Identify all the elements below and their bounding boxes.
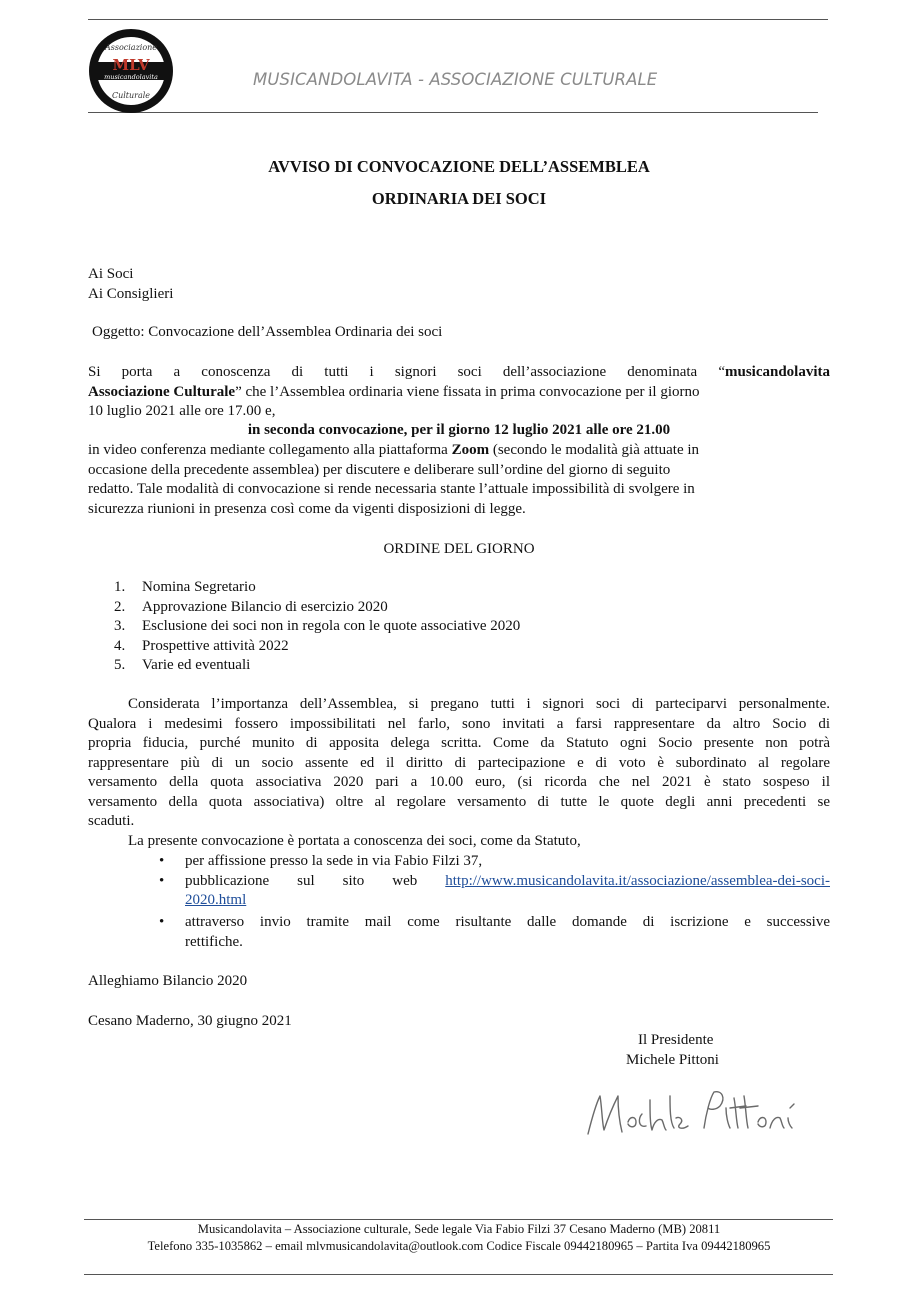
publication-intro: La presente convocazione è portata a conoscenza dei soci, come da Statuto,: [128, 833, 581, 849]
bullet-icon: •: [159, 853, 165, 869]
intro-second-call: in seconda convocazione, per il giorno 12 luglio 2021 alle ore 21.00: [247, 422, 671, 438]
logo-text-bottom: Culturale: [111, 91, 151, 100]
bullet-affissione: per affissione presso la sede in via Fabio Filzi 37,: [185, 853, 483, 869]
intro-line-1: Si porta a conoscenza di tutti i signori soci dell’associazione denominata “musicandolavita: [88, 364, 830, 380]
agenda-number: 4.: [114, 638, 126, 654]
header-bottom-rule: [88, 112, 818, 113]
association-logo: [88, 28, 174, 114]
signature-name: Michele Pittoni: [626, 1052, 719, 1068]
body-line: versamento della quota associativa 2020 pari a 10.00 euro, (si ricorda che nel 2021 è stato sospeso il: [88, 774, 830, 790]
website-link-end[interactable]: 2020.html: [185, 892, 247, 908]
footer-top-rule: [84, 1219, 833, 1220]
agenda-item: Approvazione Bilancio di esercizio 2020: [142, 599, 388, 615]
document-title-line1: AVVISO DI CONVOCAZIONE DELL’ASSEMBLEA: [268, 157, 650, 176]
bullet-icon: •: [159, 873, 165, 889]
header-title: MUSICANDOLAVITA - ASSOCIAZIONE CULTURALE: [253, 70, 658, 89]
footer-line-2: Telefono 335-1035862 – email mlvmusicandolavita@outlook.com Codice Fiscale 09442180965 – Partita Iva 09442180965: [147, 1239, 771, 1253]
website-link[interactable]: http://www.musicandolavita.it/associazione/assemblea-dei-soci-: [445, 873, 830, 889]
intro-line-2: Associazione Culturale” che l’Assemblea ordinaria viene fissata in prima convocazione per il giorno: [88, 384, 700, 400]
document-title-line2: ORDINARIA DEI SOCI: [371, 189, 547, 208]
subject-line: Oggetto: Convocazione dell’Assemblea Ordinaria dei soci: [92, 324, 443, 340]
bullet-icon: •: [159, 914, 165, 930]
footer-line-1: Musicandolavita – Associazione culturale, Sede legale Via Fabio Filzi 37 Cesano Maderno (MB) 20811: [197, 1222, 721, 1236]
place-date: Cesano Maderno, 30 giugno 2021: [88, 1013, 292, 1029]
agenda-item: Varie ed eventuali: [142, 657, 251, 673]
body-line: propria fiducia, purché munito di apposita delega scritta. Come da Statuto ogni Socio presente non potrà: [88, 735, 830, 751]
recipient-consiglieri: Ai Consiglieri: [88, 286, 174, 302]
bullet-email: attraverso invio tramite mail come risultante dalle domande di iscrizione e successive: [185, 914, 830, 930]
recipient-soci: Ai Soci: [88, 266, 134, 282]
agenda-item: Esclusione dei soci non in regola con le quote associative 2020: [142, 618, 521, 634]
bullet-email-cont: rettifiche.: [185, 934, 243, 950]
intro-line-3: 10 luglio 2021 alle ore 17.00 e,: [88, 403, 276, 419]
handwritten-signature: [580, 1078, 820, 1142]
header-top-rule: [88, 19, 828, 20]
logo-text-top: Associazione: [104, 43, 158, 52]
intro-line-8: sicurezza riunioni in presenza così come da vigenti disposizioni di legge.: [88, 501, 526, 517]
body-line: versamento della quota associativa) oltre al regolare versamento di tutte le quote degli anni precedenti se: [88, 794, 830, 810]
intro-line-5: in video conferenza mediante collegamento alla piattaforma Zoom (secondo le modalità già attuate in: [88, 442, 700, 458]
bullet-pubblicazione: pubblicazione sul sito web http://www.musicandolavita.it/associazione/assemblea-dei-soci-: [185, 873, 830, 889]
signature-role: Il Presidente: [638, 1032, 714, 1048]
agenda-number: 2.: [114, 599, 126, 615]
body-line: Qualora i medesimi fossero impossibilitati nel farlo, sono invitati a farsi rappresentare da altro Socio di: [88, 716, 830, 732]
footer-bottom-rule: [84, 1274, 833, 1275]
agenda-item: Nomina Segretario: [142, 579, 256, 595]
intro-line-7: redatto. Tale modalità di convocazione si rende necessaria stante l’attuale impossibilità di svolgere in: [88, 481, 695, 497]
attachment-note: Alleghiamo Bilancio 2020: [88, 973, 248, 989]
website-link-continuation: [185, 890, 246, 910]
agenda-heading: ORDINE DEL GIORNO: [383, 541, 535, 557]
body-line: scaduti.: [88, 813, 135, 829]
agenda-number: 3.: [114, 618, 126, 634]
agenda-number: 1.: [114, 579, 126, 595]
agenda-item: Prospettive attività 2022: [142, 638, 289, 654]
intro-line-6: occasione della precedente assemblea) per discutere e deliberare sull’ordine del giorno di seguito: [88, 462, 671, 478]
agenda-number: 5.: [114, 657, 126, 673]
body-line: rappresentare più di un socio assente ed il diritto di partecipazione e di voto è subordinato al regolare: [88, 755, 830, 771]
logo-text-mid: MLV: [112, 56, 150, 74]
body-line: Considerata l’importanza dell’Assemblea, si pregano tutti i signori soci di parteciparvi personalmente.: [128, 696, 830, 712]
logo-text-script: musicandolavita: [104, 73, 158, 81]
